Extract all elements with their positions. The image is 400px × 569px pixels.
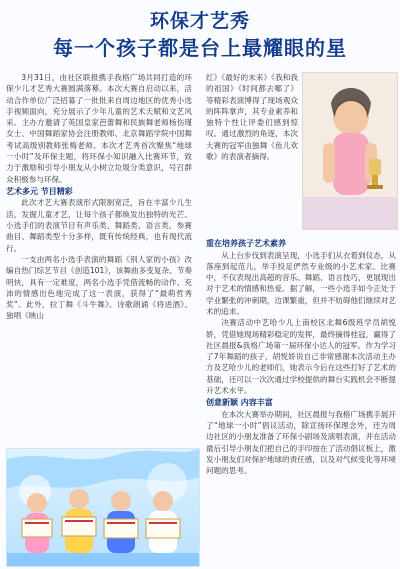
girl-photo-illustration [303, 73, 397, 229]
girl-with-trophy-photo [302, 72, 398, 230]
section-heading-art-diverse: 艺术多元 节目精彩 [6, 186, 73, 196]
section2-paragraph-2: 决赛活动中艺哈少儿上南校区北舞6级班学员胡悦娇，凭借她现场精彩稳定的发挥，最终摘得桂冠，赢得了社区晨报&我格广场第一届环保小达人的冠军。作为学习了7年舞蹈的孩子，胡悦娇说自己非常感谢本次活动主办方及艺哈少儿的老师们，她表示今后在这些打好了艺术的基础，还可以一次次通过学校提供的舞台实践机会不断提升艺术水平。 [206, 318, 396, 396]
section1-paragraph-1: 此次才艺大赛表演形式限制宽泛，旨在丰富少儿生活，发掘儿童才艺，让每个孩子都焕发出独特的光芒。小选手们的表演节目有声乐类、舞蹈类、语言类，参赛曲目、舞蹈类型十分多样，既有传统经典，也有现代流行。 [6, 198, 192, 253]
left-article-column [6, 72, 192, 322]
section-heading-art-literacy: 重在培养孩子艺术素养 [206, 239, 286, 248]
section1-paragraph-2: 一支由两名小选手表演的舞蹈《别人家的小孩》改编自热门综艺节目《创造101》，该舞曲多变复杂、节奏明快，具有一定难度，两名小选手凭借流畅的动作、充沛的情感出色地完成了这一表演，获得了“最萌哲秀奖”。此外，拉丁舞《斗牛舞》、诗歌朗诵《将进酒》、独唱《映山 [6, 254, 192, 321]
right-top-paragraph: 红》《最好的未来》《我和我的祖国》《时间都去哪了》等精彩表演博得了现场观众的阵阵掌声，其专业素养和独特个性让评委们感到惊叹。通过激烈的角逐，本次大赛的冠军由独舞《鱼儿欢歌》的表演者摘得。 [206, 73, 298, 162]
group-photo-illustration [7, 449, 199, 566]
page-title: 环保才艺秀 [149, 10, 250, 32]
section3-paragraph-1: 在本次大赛举办期间，社区晨报与我格广场携手展开了“地球一小时”倡议活动，除宣扬环保理念外，还为周边社区的小朋友准备了环保小剧场及演唱表演，并在活动最后引导小朋友们把自己的手印按在了活动倡议板上，激发小朋友们对保护地球的责任感，以及对气候变化等环境问题的思考。 [206, 409, 396, 476]
right-article-column [206, 237, 396, 477]
right-top-text [206, 72, 298, 162]
page-subtitle: 每一个孩子都是台上最耀眼的星 [53, 36, 347, 60]
group-photo-children-certificates [6, 448, 200, 567]
intro-paragraph: 3月31日，由社区联报携手我格广场共同打造的环保少儿才艺秀大赛圆满落幕。本次大赛自启动以来，活动合作单位广泛招募了一批批来自周边地区的优秀小选手视频面向，充分展示了少年儿童的艺术天赋和文艺风采。主办方邀请了英国皇家芭蕾舞和民族舞老师杨伤瑾女士、中国舞蹈家协会注册教师、北京舞蹈学院中国舞考试高级别教师张梅老师。本次才艺秀首次聚焦“地球一小时”及环保主题，将环保小知识融入比赛环节，致力于激励和引导小朋友从小树立垃圾分类意识，号召群众积极参与环保。 [6, 73, 192, 184]
section-heading-creative: 创意新颖 内容丰富 [206, 398, 273, 408]
section2-paragraph-1: 从上台步伐到表演呈现，小选手们从衣着到仪态，从落座到起范儿，举手投足俨然专业级的小艺术家。比赛中，不仅表现出高超的音乐、舞蹈、语言技巧，更展现出对于艺术的情感和热爱。据了解，一些小选手如今正处于学业繁张的冲刺期，边课繁重，但并不妨碍他们继续对艺术的追求。 [206, 250, 396, 316]
